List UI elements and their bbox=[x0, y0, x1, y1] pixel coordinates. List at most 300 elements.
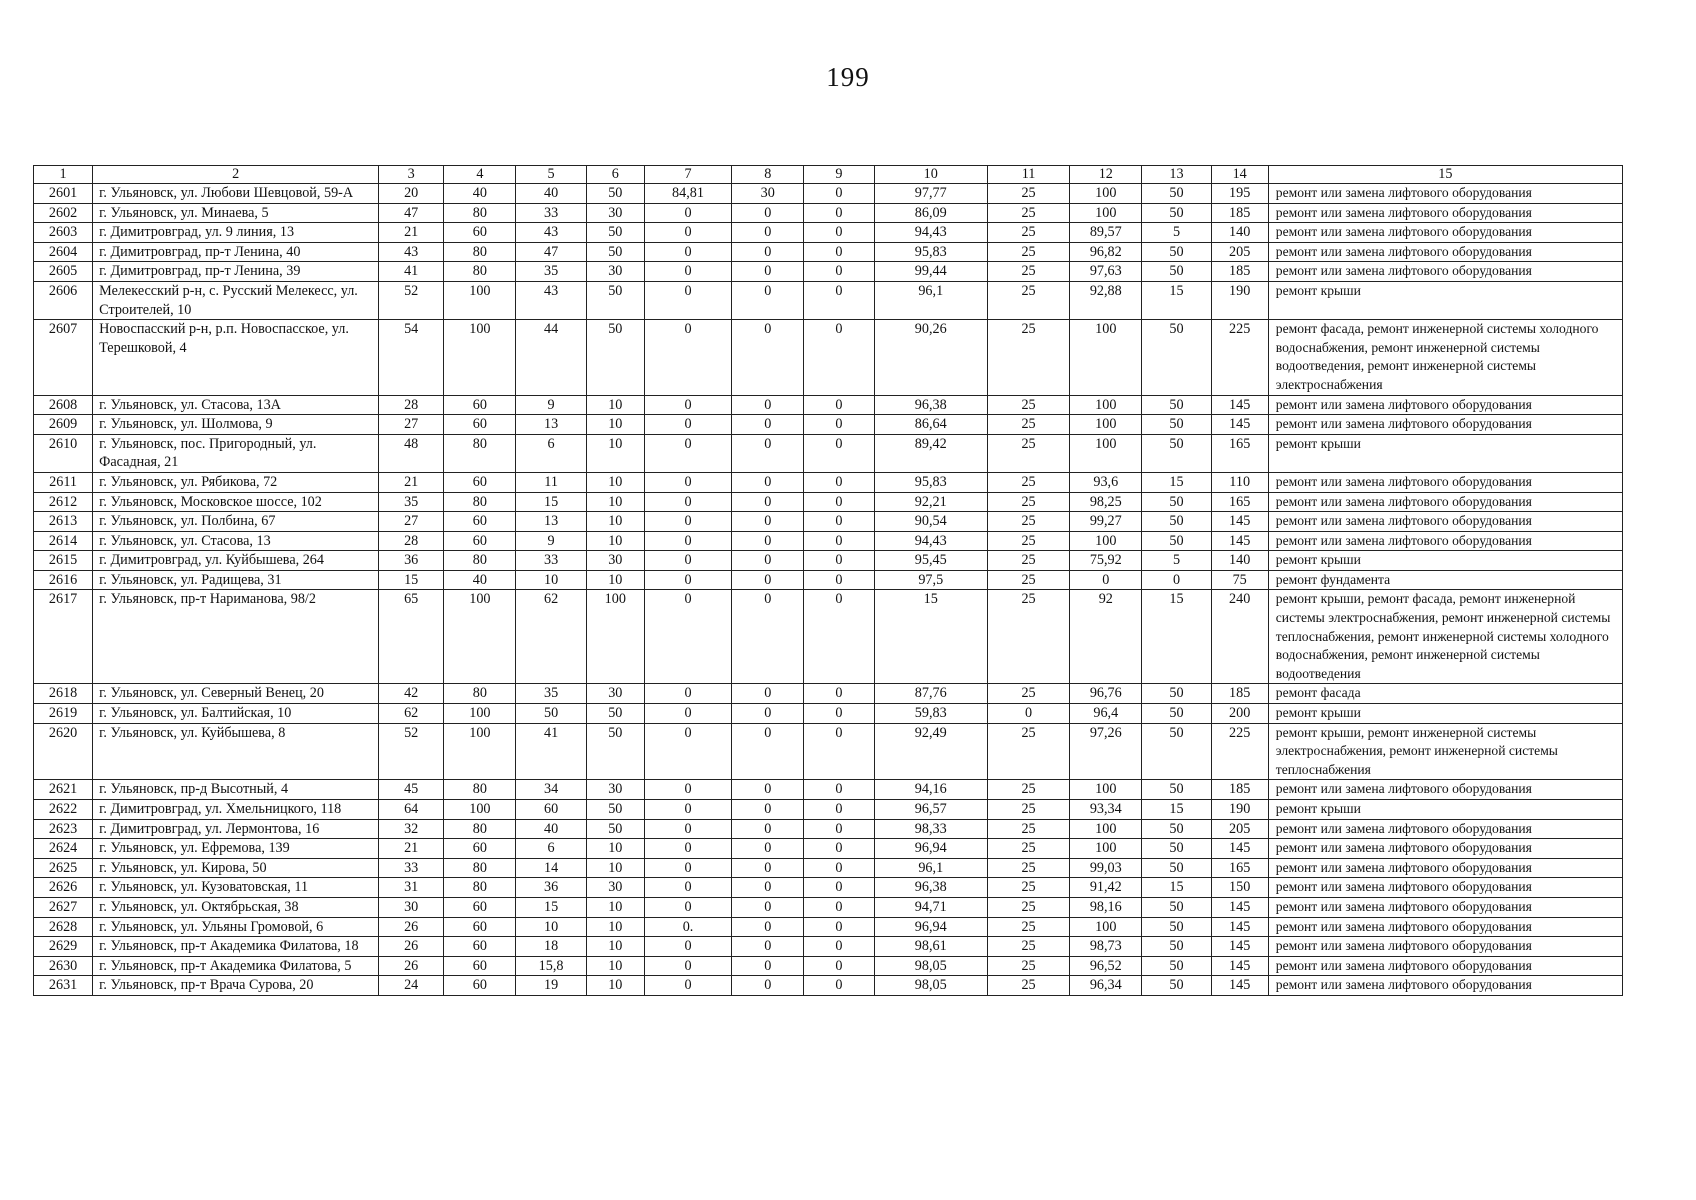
cell-col-12: 98,25 bbox=[1070, 492, 1142, 512]
cell-col-4: 80 bbox=[444, 878, 516, 898]
cell-col-10: 96,94 bbox=[874, 839, 987, 859]
cell-col-8: 0 bbox=[732, 976, 804, 996]
cell-work-types: ремонт крыши bbox=[1268, 704, 1622, 724]
cell-col-10: 94,43 bbox=[874, 223, 987, 243]
cell-col-9: 0 bbox=[804, 434, 874, 472]
cell-col-6: 10 bbox=[586, 956, 644, 976]
cell-col-10: 96,1 bbox=[874, 281, 987, 319]
cell-col-11: 25 bbox=[987, 858, 1069, 878]
cell-col-5: 33 bbox=[516, 203, 586, 223]
cell-col-3: 52 bbox=[379, 723, 444, 780]
cell-col-5: 6 bbox=[516, 839, 586, 859]
cell-col-12: 100 bbox=[1070, 184, 1142, 204]
cell-col-3: 52 bbox=[379, 281, 444, 319]
table-row bbox=[34, 858, 1623, 878]
cell-col-13: 50 bbox=[1142, 242, 1211, 262]
cell-col-12: 91,42 bbox=[1070, 878, 1142, 898]
cell-col-8: 0 bbox=[732, 320, 804, 395]
cell-row-number: 2616 bbox=[34, 570, 93, 590]
cell-col-14: 205 bbox=[1211, 242, 1268, 262]
cell-col-10: 97,5 bbox=[874, 570, 987, 590]
cell-address: г. Ульяновск, ул. Кирова, 50 bbox=[93, 858, 379, 878]
cell-col-3: 26 bbox=[379, 937, 444, 957]
cell-col-5: 9 bbox=[516, 395, 586, 415]
cell-col-13: 50 bbox=[1142, 531, 1211, 551]
cell-col-5: 10 bbox=[516, 570, 586, 590]
cell-col-11: 25 bbox=[987, 512, 1069, 532]
cell-col-14: 145 bbox=[1211, 512, 1268, 532]
cell-col-8: 0 bbox=[732, 839, 804, 859]
cell-work-types: ремонт или замена лифтового оборудования bbox=[1268, 492, 1622, 512]
cell-col-12: 96,52 bbox=[1070, 956, 1142, 976]
cell-col-11: 25 bbox=[987, 800, 1069, 820]
cell-work-types: ремонт крыши bbox=[1268, 281, 1622, 319]
cell-col-6: 30 bbox=[586, 262, 644, 282]
cell-col-5: 35 bbox=[516, 684, 586, 704]
cell-col-10: 96,1 bbox=[874, 858, 987, 878]
cell-col-11: 25 bbox=[987, 956, 1069, 976]
cell-col-4: 60 bbox=[444, 223, 516, 243]
cell-work-types: ремонт крыши bbox=[1268, 800, 1622, 820]
cell-col-7: 0 bbox=[644, 203, 731, 223]
cell-col-14: 225 bbox=[1211, 723, 1268, 780]
cell-col-5: 47 bbox=[516, 242, 586, 262]
cell-work-types: ремонт или замена лифтового оборудования bbox=[1268, 780, 1622, 800]
cell-col-13: 50 bbox=[1142, 976, 1211, 996]
cell-col-11: 25 bbox=[987, 917, 1069, 937]
cell-col-14: 145 bbox=[1211, 937, 1268, 957]
cell-col-11: 25 bbox=[987, 242, 1069, 262]
cell-col-8: 0 bbox=[732, 512, 804, 532]
cell-col-14: 145 bbox=[1211, 395, 1268, 415]
cell-col-4: 80 bbox=[444, 551, 516, 571]
cell-col-12: 100 bbox=[1070, 434, 1142, 472]
cell-col-10: 86,64 bbox=[874, 415, 987, 435]
cell-row-number: 2613 bbox=[34, 512, 93, 532]
table-row bbox=[34, 976, 1623, 996]
cell-col-10: 90,26 bbox=[874, 320, 987, 395]
cell-col-5: 60 bbox=[516, 800, 586, 820]
cell-col-9: 0 bbox=[804, 819, 874, 839]
cell-col-3: 36 bbox=[379, 551, 444, 571]
cell-col-7: 0 bbox=[644, 320, 731, 395]
cell-col-9: 0 bbox=[804, 590, 874, 684]
cell-col-14: 110 bbox=[1211, 472, 1268, 492]
cell-col-7: 0 bbox=[644, 937, 731, 957]
cell-col-4: 100 bbox=[444, 590, 516, 684]
cell-address: г. Ульяновск, ул. Стасова, 13А bbox=[93, 395, 379, 415]
cell-address: Новоспасский р-н, р.п. Новоспасское, ул. Терешковой, 4 bbox=[93, 320, 379, 395]
cell-col-11: 25 bbox=[987, 262, 1069, 282]
cell-address: г. Димитровград, ул. Куйбышева, 264 bbox=[93, 551, 379, 571]
cell-col-13: 50 bbox=[1142, 819, 1211, 839]
table-row bbox=[34, 415, 1623, 435]
cell-row-number: 2623 bbox=[34, 819, 93, 839]
cell-address: г. Ульяновск, пос. Пригородный, ул. Фасадная, 21 bbox=[93, 434, 379, 472]
cell-row-number: 2620 bbox=[34, 723, 93, 780]
page-number: 199 bbox=[826, 62, 870, 92]
cell-col-3: 35 bbox=[379, 492, 444, 512]
cell-col-4: 60 bbox=[444, 976, 516, 996]
cell-col-10: 94,43 bbox=[874, 531, 987, 551]
cell-col-10: 86,09 bbox=[874, 203, 987, 223]
cell-col-10: 15 bbox=[874, 590, 987, 684]
column-header-5: 5 bbox=[516, 166, 586, 184]
cell-col-11: 25 bbox=[987, 203, 1069, 223]
cell-col-5: 34 bbox=[516, 780, 586, 800]
cell-col-4: 80 bbox=[444, 492, 516, 512]
cell-col-9: 0 bbox=[804, 956, 874, 976]
cell-col-8: 0 bbox=[732, 800, 804, 820]
cell-address: г. Ульяновск, ул. Балтийская, 10 bbox=[93, 704, 379, 724]
cell-col-6: 30 bbox=[586, 203, 644, 223]
cell-col-14: 145 bbox=[1211, 415, 1268, 435]
cell-row-number: 2621 bbox=[34, 780, 93, 800]
cell-col-12: 98,16 bbox=[1070, 897, 1142, 917]
cell-col-10: 96,57 bbox=[874, 800, 987, 820]
cell-col-7: 0 bbox=[644, 723, 731, 780]
cell-col-9: 0 bbox=[804, 878, 874, 898]
cell-col-9: 0 bbox=[804, 858, 874, 878]
cell-col-4: 80 bbox=[444, 858, 516, 878]
cell-col-13: 15 bbox=[1142, 590, 1211, 684]
cell-col-3: 33 bbox=[379, 858, 444, 878]
cell-row-number: 2625 bbox=[34, 858, 93, 878]
cell-col-5: 13 bbox=[516, 415, 586, 435]
cell-col-5: 6 bbox=[516, 434, 586, 472]
cell-col-8: 0 bbox=[732, 395, 804, 415]
cell-col-3: 26 bbox=[379, 917, 444, 937]
cell-col-12: 96,76 bbox=[1070, 684, 1142, 704]
table-row bbox=[34, 512, 1623, 532]
cell-col-8: 0 bbox=[732, 858, 804, 878]
cell-col-8: 0 bbox=[732, 780, 804, 800]
column-header-3: 3 bbox=[379, 166, 444, 184]
cell-col-10: 96,38 bbox=[874, 878, 987, 898]
cell-col-12: 100 bbox=[1070, 780, 1142, 800]
cell-col-9: 0 bbox=[804, 704, 874, 724]
cell-col-3: 62 bbox=[379, 704, 444, 724]
cell-col-7: 84,81 bbox=[644, 184, 731, 204]
cell-address: г. Ульяновск, пр-т Академика Филатова, 5 bbox=[93, 956, 379, 976]
table-row bbox=[34, 780, 1623, 800]
cell-col-3: 65 bbox=[379, 590, 444, 684]
cell-col-6: 10 bbox=[586, 897, 644, 917]
cell-col-14: 145 bbox=[1211, 917, 1268, 937]
cell-work-types: ремонт или замена лифтового оборудования bbox=[1268, 262, 1622, 282]
cell-col-4: 60 bbox=[444, 395, 516, 415]
cell-col-3: 54 bbox=[379, 320, 444, 395]
cell-col-12: 75,92 bbox=[1070, 551, 1142, 571]
cell-col-4: 40 bbox=[444, 570, 516, 590]
cell-col-13: 50 bbox=[1142, 704, 1211, 724]
cell-col-10: 92,49 bbox=[874, 723, 987, 780]
cell-col-12: 0 bbox=[1070, 570, 1142, 590]
cell-col-8: 0 bbox=[732, 723, 804, 780]
cell-row-number: 2618 bbox=[34, 684, 93, 704]
cell-work-types: ремонт или замена лифтового оборудования bbox=[1268, 184, 1622, 204]
column-header-4: 4 bbox=[444, 166, 516, 184]
cell-col-3: 20 bbox=[379, 184, 444, 204]
cell-col-14: 140 bbox=[1211, 551, 1268, 571]
cell-col-5: 33 bbox=[516, 551, 586, 571]
cell-col-12: 92 bbox=[1070, 590, 1142, 684]
cell-work-types: ремонт крыши, ремонт фасада, ремонт инженерной системы электроснабжения, ремонт инженерной системы теплоснабжения, ремонт инженерной системы холодного водоснабжения, ремонт инженерной системы водоотведения bbox=[1268, 590, 1622, 684]
cell-col-9: 0 bbox=[804, 184, 874, 204]
cell-col-5: 36 bbox=[516, 878, 586, 898]
cell-col-7: 0 bbox=[644, 551, 731, 571]
table-row bbox=[34, 472, 1623, 492]
cell-col-12: 100 bbox=[1070, 839, 1142, 859]
table-row bbox=[34, 723, 1623, 780]
cell-col-5: 13 bbox=[516, 512, 586, 532]
cell-col-12: 92,88 bbox=[1070, 281, 1142, 319]
cell-col-10: 96,94 bbox=[874, 917, 987, 937]
cell-col-11: 25 bbox=[987, 551, 1069, 571]
cell-col-11: 25 bbox=[987, 320, 1069, 395]
cell-col-6: 10 bbox=[586, 512, 644, 532]
cell-col-8: 0 bbox=[732, 684, 804, 704]
cell-col-9: 0 bbox=[804, 262, 874, 282]
cell-col-8: 0 bbox=[732, 281, 804, 319]
cell-col-9: 0 bbox=[804, 917, 874, 937]
cell-col-10: 89,42 bbox=[874, 434, 987, 472]
cell-col-9: 0 bbox=[804, 492, 874, 512]
cell-col-5: 19 bbox=[516, 976, 586, 996]
cell-col-9: 0 bbox=[804, 780, 874, 800]
cell-work-types: ремонт или замена лифтового оборудования bbox=[1268, 512, 1622, 532]
cell-work-types: ремонт или замена лифтового оборудования bbox=[1268, 415, 1622, 435]
cell-col-7: 0 bbox=[644, 704, 731, 724]
table-row bbox=[34, 800, 1623, 820]
cell-work-types: ремонт или замена лифтового оборудования bbox=[1268, 395, 1622, 415]
cell-col-4: 60 bbox=[444, 531, 516, 551]
cell-col-7: 0. bbox=[644, 917, 731, 937]
cell-col-3: 26 bbox=[379, 956, 444, 976]
cell-work-types: ремонт или замена лифтового оборудования bbox=[1268, 242, 1622, 262]
cell-col-10: 95,83 bbox=[874, 472, 987, 492]
cell-col-12: 96,82 bbox=[1070, 242, 1142, 262]
cell-col-10: 92,21 bbox=[874, 492, 987, 512]
cell-col-10: 90,54 bbox=[874, 512, 987, 532]
cell-col-6: 10 bbox=[586, 492, 644, 512]
table-row bbox=[34, 917, 1623, 937]
cell-col-7: 0 bbox=[644, 223, 731, 243]
cell-col-7: 0 bbox=[644, 780, 731, 800]
cell-work-types: ремонт или замена лифтового оборудования bbox=[1268, 858, 1622, 878]
cell-row-number: 2603 bbox=[34, 223, 93, 243]
cell-col-10: 59,83 bbox=[874, 704, 987, 724]
cell-address: г. Ульяновск, ул. Ефремова, 139 bbox=[93, 839, 379, 859]
cell-col-10: 94,16 bbox=[874, 780, 987, 800]
cell-work-types: ремонт или замена лифтового оборудования bbox=[1268, 917, 1622, 937]
column-header-14: 14 bbox=[1211, 166, 1268, 184]
cell-work-types: ремонт или замена лифтового оборудования bbox=[1268, 839, 1622, 859]
cell-col-6: 100 bbox=[586, 590, 644, 684]
cell-row-number: 2631 bbox=[34, 976, 93, 996]
cell-col-3: 45 bbox=[379, 780, 444, 800]
cell-col-11: 25 bbox=[987, 223, 1069, 243]
cell-col-12: 96,34 bbox=[1070, 976, 1142, 996]
table-row bbox=[34, 684, 1623, 704]
cell-col-11: 25 bbox=[987, 897, 1069, 917]
cell-col-7: 0 bbox=[644, 819, 731, 839]
cell-address: г. Ульяновск, пр-д Высотный, 4 bbox=[93, 780, 379, 800]
cell-col-14: 185 bbox=[1211, 203, 1268, 223]
cell-address: г. Ульяновск, ул. Рябикова, 72 bbox=[93, 472, 379, 492]
cell-col-14: 195 bbox=[1211, 184, 1268, 204]
cell-col-8: 0 bbox=[732, 878, 804, 898]
cell-col-11: 25 bbox=[987, 395, 1069, 415]
table-row bbox=[34, 590, 1623, 684]
cell-col-6: 10 bbox=[586, 395, 644, 415]
cell-work-types: ремонт крыши, ремонт инженерной системы электроснабжения, ремонт инженерной системы теплоснабжения bbox=[1268, 723, 1622, 780]
cell-row-number: 2609 bbox=[34, 415, 93, 435]
cell-col-8: 0 bbox=[732, 590, 804, 684]
cell-col-12: 100 bbox=[1070, 819, 1142, 839]
cell-row-number: 2604 bbox=[34, 242, 93, 262]
table-row bbox=[34, 897, 1623, 917]
cell-col-13: 50 bbox=[1142, 492, 1211, 512]
cell-col-4: 60 bbox=[444, 956, 516, 976]
cell-col-8: 0 bbox=[732, 917, 804, 937]
cell-work-types: ремонт или замена лифтового оборудования bbox=[1268, 937, 1622, 957]
cell-work-types: ремонт крыши bbox=[1268, 551, 1622, 571]
cell-col-9: 0 bbox=[804, 684, 874, 704]
cell-col-8: 0 bbox=[732, 262, 804, 282]
cell-col-5: 50 bbox=[516, 704, 586, 724]
cell-col-10: 95,45 bbox=[874, 551, 987, 571]
cell-col-7: 0 bbox=[644, 472, 731, 492]
cell-col-8: 0 bbox=[732, 956, 804, 976]
cell-col-8: 0 bbox=[732, 704, 804, 724]
cell-col-4: 100 bbox=[444, 281, 516, 319]
cell-col-12: 100 bbox=[1070, 395, 1142, 415]
cell-col-14: 140 bbox=[1211, 223, 1268, 243]
cell-row-number: 2628 bbox=[34, 917, 93, 937]
cell-col-14: 165 bbox=[1211, 434, 1268, 472]
cell-col-7: 0 bbox=[644, 800, 731, 820]
cell-col-9: 0 bbox=[804, 937, 874, 957]
cell-col-5: 62 bbox=[516, 590, 586, 684]
cell-address: г. Ульяновск, Московское шоссе, 102 bbox=[93, 492, 379, 512]
cell-col-7: 0 bbox=[644, 395, 731, 415]
cell-col-6: 10 bbox=[586, 839, 644, 859]
cell-col-3: 24 bbox=[379, 976, 444, 996]
cell-col-14: 185 bbox=[1211, 262, 1268, 282]
cell-col-8: 0 bbox=[732, 434, 804, 472]
cell-col-14: 190 bbox=[1211, 281, 1268, 319]
cell-address: г. Ульяновск, ул. Любови Шевцовой, 59-А bbox=[93, 184, 379, 204]
cell-col-6: 30 bbox=[586, 684, 644, 704]
cell-col-3: 31 bbox=[379, 878, 444, 898]
cell-col-6: 50 bbox=[586, 242, 644, 262]
cell-col-3: 30 bbox=[379, 897, 444, 917]
cell-address: г. Ульяновск, ул. Полбина, 67 bbox=[93, 512, 379, 532]
cell-col-12: 93,34 bbox=[1070, 800, 1142, 820]
cell-col-3: 47 bbox=[379, 203, 444, 223]
table-row bbox=[34, 281, 1623, 319]
cell-col-11: 25 bbox=[987, 415, 1069, 435]
cell-col-13: 15 bbox=[1142, 878, 1211, 898]
cell-address: г. Ульяновск, ул. Октябрьская, 38 bbox=[93, 897, 379, 917]
cell-row-number: 2615 bbox=[34, 551, 93, 571]
cell-col-13: 50 bbox=[1142, 780, 1211, 800]
cell-col-11: 25 bbox=[987, 780, 1069, 800]
cell-col-9: 0 bbox=[804, 395, 874, 415]
cell-col-4: 80 bbox=[444, 203, 516, 223]
cell-col-14: 225 bbox=[1211, 320, 1268, 395]
repair-program-table bbox=[33, 165, 1623, 996]
cell-col-6: 50 bbox=[586, 704, 644, 724]
cell-col-14: 145 bbox=[1211, 897, 1268, 917]
cell-col-11: 25 bbox=[987, 472, 1069, 492]
cell-address: г. Ульяновск, ул. Радищева, 31 bbox=[93, 570, 379, 590]
cell-col-14: 205 bbox=[1211, 819, 1268, 839]
column-header-10: 10 bbox=[874, 166, 987, 184]
cell-col-8: 0 bbox=[732, 415, 804, 435]
cell-col-12: 100 bbox=[1070, 531, 1142, 551]
cell-col-9: 0 bbox=[804, 320, 874, 395]
cell-col-11: 25 bbox=[987, 590, 1069, 684]
cell-col-6: 50 bbox=[586, 223, 644, 243]
cell-col-5: 43 bbox=[516, 223, 586, 243]
column-header-12: 12 bbox=[1070, 166, 1142, 184]
cell-col-6: 50 bbox=[586, 723, 644, 780]
cell-col-6: 10 bbox=[586, 415, 644, 435]
cell-col-6: 10 bbox=[586, 858, 644, 878]
cell-row-number: 2602 bbox=[34, 203, 93, 223]
cell-col-14: 185 bbox=[1211, 780, 1268, 800]
table-row bbox=[34, 242, 1623, 262]
cell-col-10: 95,83 bbox=[874, 242, 987, 262]
cell-col-12: 100 bbox=[1070, 415, 1142, 435]
cell-col-12: 97,26 bbox=[1070, 723, 1142, 780]
cell-col-5: 40 bbox=[516, 819, 586, 839]
cell-row-number: 2627 bbox=[34, 897, 93, 917]
cell-col-4: 80 bbox=[444, 262, 516, 282]
cell-col-6: 30 bbox=[586, 551, 644, 571]
cell-col-6: 30 bbox=[586, 878, 644, 898]
cell-col-13: 50 bbox=[1142, 858, 1211, 878]
cell-col-7: 0 bbox=[644, 839, 731, 859]
cell-work-types: ремонт или замена лифтового оборудования bbox=[1268, 819, 1622, 839]
cell-col-7: 0 bbox=[644, 570, 731, 590]
cell-work-types: ремонт или замена лифтового оборудования bbox=[1268, 472, 1622, 492]
cell-row-number: 2601 bbox=[34, 184, 93, 204]
cell-col-6: 50 bbox=[586, 281, 644, 319]
cell-col-14: 145 bbox=[1211, 531, 1268, 551]
cell-col-9: 0 bbox=[804, 512, 874, 532]
table-row bbox=[34, 434, 1623, 472]
cell-work-types: ремонт фасада bbox=[1268, 684, 1622, 704]
cell-col-6: 30 bbox=[586, 780, 644, 800]
cell-col-4: 100 bbox=[444, 800, 516, 820]
cell-col-11: 25 bbox=[987, 819, 1069, 839]
cell-col-13: 50 bbox=[1142, 684, 1211, 704]
cell-col-13: 5 bbox=[1142, 223, 1211, 243]
cell-address: г. Ульяновск, пр-т Врача Сурова, 20 bbox=[93, 976, 379, 996]
cell-col-14: 185 bbox=[1211, 684, 1268, 704]
cell-col-5: 14 bbox=[516, 858, 586, 878]
table-row bbox=[34, 956, 1623, 976]
cell-row-number: 2608 bbox=[34, 395, 93, 415]
cell-col-5: 44 bbox=[516, 320, 586, 395]
table-row bbox=[34, 203, 1623, 223]
table-row bbox=[34, 839, 1623, 859]
cell-col-9: 0 bbox=[804, 800, 874, 820]
cell-col-11: 25 bbox=[987, 839, 1069, 859]
